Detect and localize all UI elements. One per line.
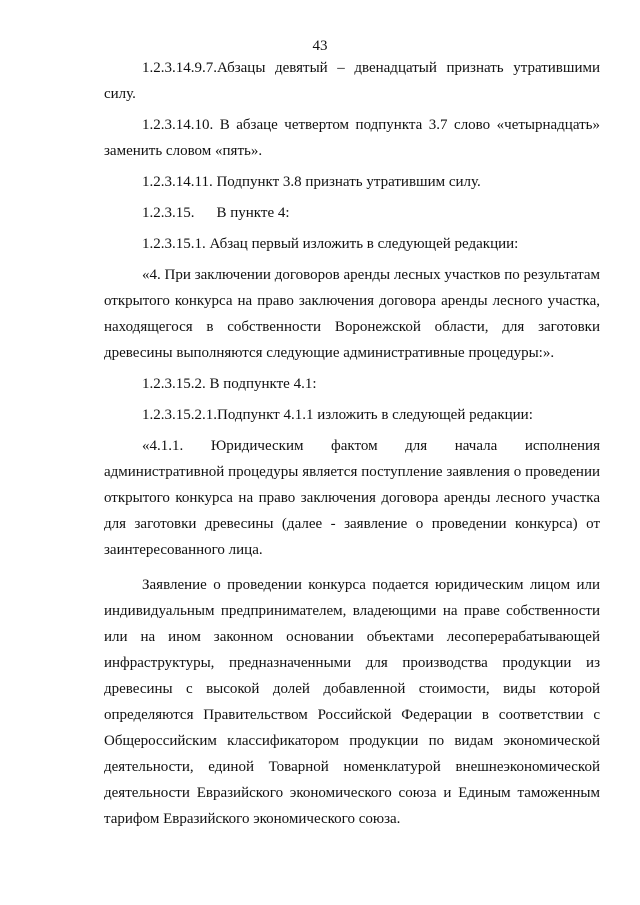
paragraph-2: 1.2.3.14.10. В абзаце четвертом подпункта 3.7 слово «четырнадцать» заменить словом «пять».: [104, 117, 600, 159]
paragraph-1: 1.2.3.14.9.7.Абзацы девятый – двенадцатый признать утратившими силу.: [104, 60, 600, 102]
paragraph-7: 1.2.3.15.2. В подпункте 4.1:: [142, 376, 317, 392]
page-number: 43: [312, 38, 328, 54]
paragraph-5: 1.2.3.15.1. Абзац первый изложить в следующей редакции:: [142, 236, 519, 252]
paragraph-8: 1.2.3.15.2.1.Подпункт 4.1.1 изложить в следующей редакции:: [142, 407, 533, 423]
document-body: [104, 55, 600, 832]
paragraph-4: [104, 200, 600, 226]
paragraph-10: Заявление о проведении конкурса подается юридическим лицом или индивидуальным предпринимателем, владеющими на праве собственности или на ином законном основании объектами лесоперерабатывающей инфраструктуры, предназначенными для производства продукции из древесины с высокой долей добавленной стоимости, виды которой определяются Правительством Российской Федерации в соответствии с Общероссийским классификатором продукции по видам экономической деятельности, единой Товарной номенклатурой внешнеэкономической деятельности Евразийского экономического союза и Единым таможенным тарифом Евразийского экономического союза.: [104, 577, 600, 827]
paragraph-9: «4.1.1. Юридическим фактом для начала исполнения административной процедуры является поступление заявления о проведении открытого конкурса на право заключения договора аренды лесного участка для заготовки древесины (далее - заявление о проведении конкурса) от заинтересованного лица.: [104, 438, 600, 558]
paragraph-4-text: В пункте 4:: [216, 205, 290, 221]
paragraph-6: «4. При заключении договоров аренды лесных участков по результатам открытого конкурса на право заключения договора аренды лесного участка, находящегося в собственности Воронежской области, для заготовки древесины выполняются следующие административные процедуры:».: [104, 267, 600, 361]
paragraph-4-number: 1.2.3.15.: [142, 205, 195, 221]
paragraph-3: 1.2.3.14.11. Подпункт 3.8 признать утратившим силу.: [142, 174, 481, 190]
